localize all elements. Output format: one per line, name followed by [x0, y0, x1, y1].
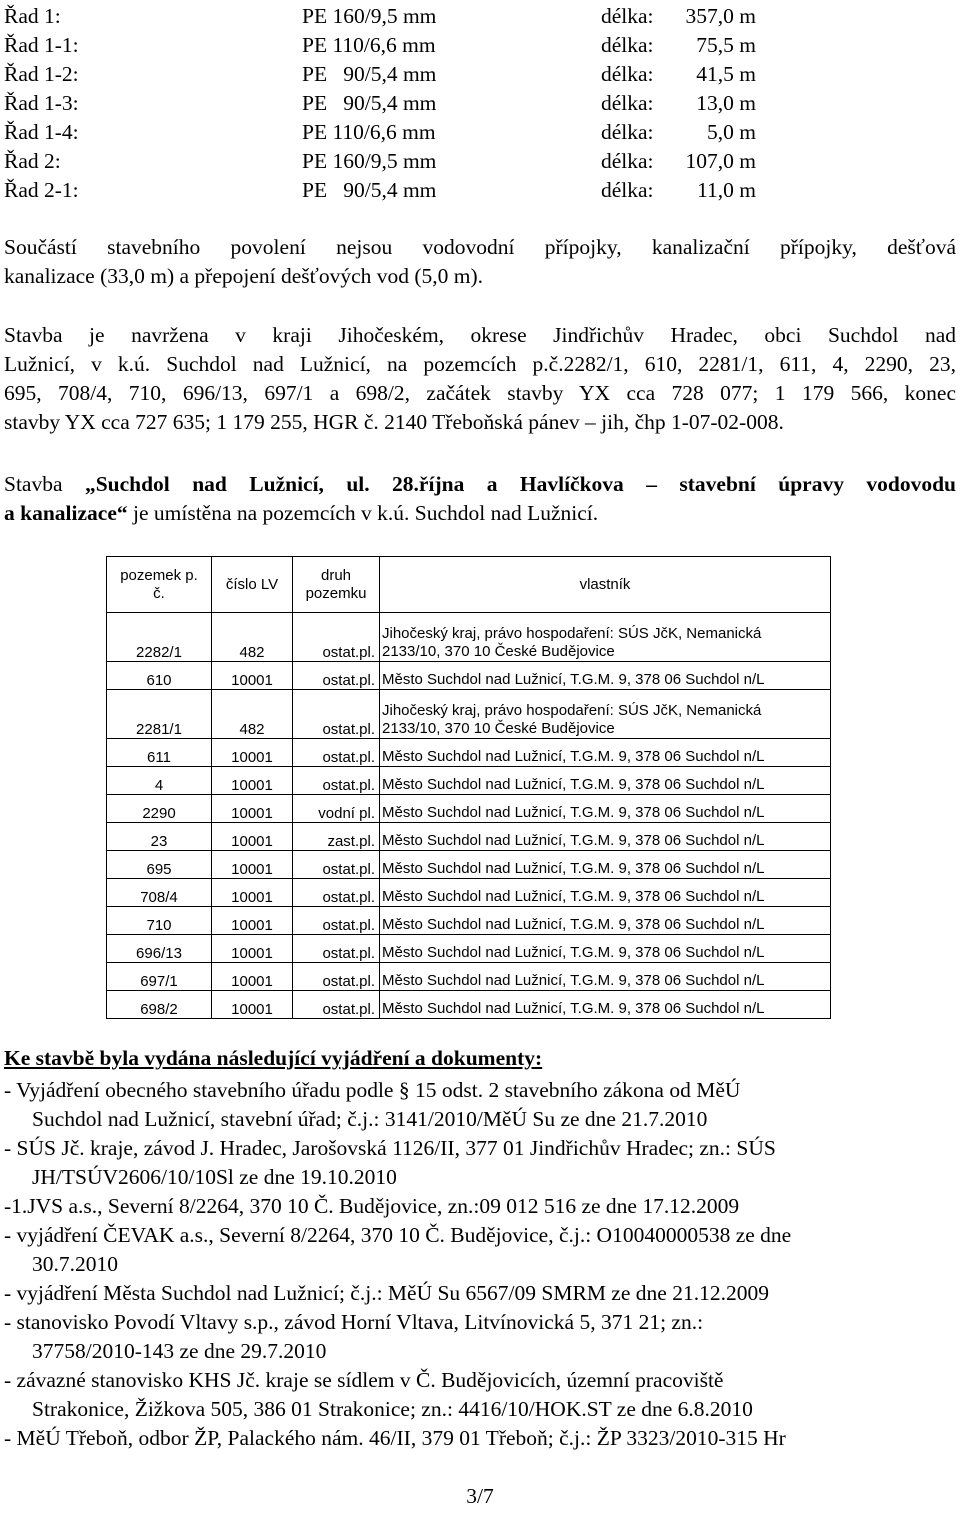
list-item-line: - vyjádření Města Suchdol nad Lužnicí; č.j.: MěÚ Su 6567/09 SMRM ze dne 21.12.2009: [4, 1281, 769, 1305]
header-parcel: pozemek p. č.: [107, 557, 212, 613]
cell-lv: 10001: [212, 879, 293, 907]
table-row: [107, 795, 831, 823]
cell-type: vodní pl.: [293, 795, 380, 823]
cell-parcel: 696/13: [107, 935, 212, 963]
paragraph-line: Stavba je navržena v kraji Jihočeském, okrese Jindřichův Hradec, obci Suchdol nad: [4, 323, 956, 347]
pipe-spec: PE 110/6,6 mm: [302, 33, 436, 57]
cell-parcel: 697/1: [107, 963, 212, 991]
pipe-row: [0, 147, 756, 175]
length-value: 11,0 m: [697, 178, 756, 202]
length-value: 41,5 m: [696, 62, 756, 86]
pipe-row: [0, 176, 756, 204]
cell-lv: 10001: [212, 851, 293, 879]
cell-parcel: 23: [107, 823, 212, 851]
page-number: 3/7: [466, 1484, 494, 1508]
cell-owner: Město Suchdol nad Lužnicí, T.G.M. 9, 378 06 Suchdol n/L: [380, 991, 831, 1019]
cell-type: ostat.pl.: [293, 690, 380, 739]
cell-parcel: 708/4: [107, 879, 212, 907]
length-value: 5,0 m: [707, 120, 756, 144]
table-row: [107, 823, 831, 851]
table-row: [107, 963, 831, 991]
pipe-name: Řad 1-2:: [4, 62, 79, 86]
length-label: délka:: [601, 4, 654, 28]
header-lv: číslo LV: [212, 557, 293, 613]
length-value: 357,0 m: [685, 4, 756, 28]
header-owner: vlastník: [380, 557, 831, 613]
cell-lv: 10001: [212, 795, 293, 823]
pipe-row: [0, 89, 756, 117]
list-item: [4, 1308, 956, 1366]
table-row: [107, 879, 831, 907]
table-row: [107, 907, 831, 935]
cell-type: ostat.pl.: [293, 662, 380, 690]
pipe-spec: PE 160/9,5 mm: [302, 149, 437, 173]
list-item-line: - SÚS Jč. kraje, závod J. Hradec, Jarošovská 1126/II, 377 01 Jindřichův Hradec; zn.: SÚS: [4, 1136, 776, 1160]
list-item-line: - závazné stanovisko KHS Jč. kraje se sídlem v Č. Budějovicích, územní pracoviště: [4, 1368, 724, 1392]
list-item: [4, 1221, 956, 1279]
cell-type: ostat.pl.: [293, 613, 380, 662]
paragraph-location: [4, 321, 956, 437]
project-title-cont: a kanalizace“: [4, 501, 128, 525]
table-row: [107, 690, 831, 739]
cell-parcel: 2282/1: [107, 613, 212, 662]
length-label: délka:: [601, 62, 654, 86]
cell-type: ostat.pl.: [293, 907, 380, 935]
table-row: [107, 851, 831, 879]
cell-parcel: 611: [107, 739, 212, 767]
pipe-spec: PE 160/9,5 mm: [302, 4, 437, 28]
cell-parcel: 2281/1: [107, 690, 212, 739]
list-item: [4, 1366, 956, 1424]
cell-lv: 10001: [212, 662, 293, 690]
cell-owner: Město Suchdol nad Lužnicí, T.G.M. 9, 378 06 Suchdol n/L: [380, 662, 831, 690]
length-value: 13,0 m: [696, 91, 756, 115]
pipe-row: [0, 118, 756, 146]
length-label: délka:: [601, 149, 654, 173]
cell-owner: Město Suchdol nad Lužnicí, T.G.M. 9, 378 06 Suchdol n/L: [380, 795, 831, 823]
paragraph-line: Lužnicí, v k.ú. Suchdol nad Lužnicí, na pozemcích p.č.2282/1, 610, 2281/1, 611, 4, 2290, 23,: [4, 352, 956, 376]
paragraph-exclusions: [4, 233, 956, 291]
pipe-spec: PE 90/5,4 mm: [302, 178, 437, 202]
paragraph-line: [4, 470, 956, 499]
paragraph-line: [4, 499, 956, 528]
cell-owner: Město Suchdol nad Lužnicí, T.G.M. 9, 378 06 Suchdol n/L: [380, 851, 831, 879]
cell-owner: Jihočeský kraj, právo hospodaření: SÚS JčK, Nemanická 2133/10, 370 10 České Budějovice: [380, 690, 831, 739]
table-row: [107, 935, 831, 963]
list-item-line: - stanovisko Povodí Vltavy s.p., závod Horní Vltava, Litvínovická 5, 371 21; zn.:: [4, 1310, 704, 1334]
list-item: [4, 1424, 956, 1453]
length-value: 107,0 m: [685, 149, 756, 173]
pipe-name: Řad 1-1:: [4, 33, 79, 57]
paragraph-line: kanalizace (33,0 m) a přepojení dešťových vod (5,0 m).: [4, 264, 484, 288]
cell-lv: 10001: [212, 935, 293, 963]
cell-type: ostat.pl.: [293, 935, 380, 963]
pipe-name: Řad 1-3:: [4, 91, 79, 115]
list-item-cont: JH/TSÚV2606/10/10Sl ze dne 19.10.2010: [32, 1165, 397, 1189]
cell-lv: 10001: [212, 739, 293, 767]
parcels-table: [106, 556, 831, 1019]
length-label: délka:: [601, 91, 654, 115]
cell-parcel: 710: [107, 907, 212, 935]
pipe-row: [0, 60, 756, 88]
header-type: druh pozemku: [293, 557, 380, 613]
paragraph-line: 695, 708/4, 710, 696/13, 697/1 a 698/2, začátek stavby YX cca 728 077; 1 179 566, konec: [4, 381, 956, 405]
pipe-name: Řad 2:: [4, 149, 61, 173]
cell-parcel: 610: [107, 662, 212, 690]
cell-parcel: 698/2: [107, 991, 212, 1019]
table-header-row: [107, 557, 831, 613]
cell-owner: Město Suchdol nad Lužnicí, T.G.M. 9, 378 06 Suchdol n/L: [380, 963, 831, 991]
length-label: délka:: [601, 33, 654, 57]
cell-lv: 10001: [212, 963, 293, 991]
cell-parcel: 2290: [107, 795, 212, 823]
list-item: [4, 1076, 956, 1134]
pipe-spec: PE 90/5,4 mm: [302, 62, 437, 86]
cell-owner: Město Suchdol nad Lužnicí, T.G.M. 9, 378 06 Suchdol n/L: [380, 935, 831, 963]
cell-type: zast.pl.: [293, 823, 380, 851]
cell-lv: 482: [212, 690, 293, 739]
project-title: „Suchdol nad Lužnicí, ul. 28.října a Havlíčkova – stavební úpravy vodovodu: [84, 472, 956, 496]
documents-heading: Ke stavbě byla vydána následující vyjádření a dokumenty:: [4, 1046, 543, 1070]
list-item: [4, 1134, 956, 1192]
pipe-name: Řad 1:: [4, 4, 61, 28]
list-item-line: - Vyjádření obecného stavebního úřadu podle § 15 odst. 2 stavebního zákona od MěÚ: [4, 1078, 741, 1102]
cell-parcel: 695: [107, 851, 212, 879]
paragraph-project: [4, 470, 956, 528]
pipe-row: [0, 31, 756, 59]
list-item-cont: 37758/2010-143 ze dne 29.7.2010: [32, 1339, 327, 1363]
list-item-line: - vyjádření ČEVAK a.s., Severní 8/2264, 370 10 Č. Budějovice, č.j.: O10040000538 ze dne: [4, 1223, 792, 1247]
paragraph-line: stavby YX cca 727 635; 1 179 255, HGR č. 2140 Třeboňská pánev – jih, čhp 1-07-02-008.: [4, 410, 784, 434]
documents-list: [4, 1076, 956, 1453]
list-item: [4, 1192, 956, 1221]
cell-lv: 10001: [212, 991, 293, 1019]
pipe-spec: PE 110/6,6 mm: [302, 120, 436, 144]
cell-type: ostat.pl.: [293, 767, 380, 795]
project-suffix: je umístěna na pozemcích v k.ú. Suchdol nad Lužnicí.: [127, 501, 599, 525]
cell-owner: Město Suchdol nad Lužnicí, T.G.M. 9, 378 06 Suchdol n/L: [380, 823, 831, 851]
table-row: [107, 739, 831, 767]
paragraph-line: Součástí stavebního povolení nejsou vodovodní přípojky, kanalizační přípojky, dešťová: [4, 235, 956, 259]
cell-type: ostat.pl.: [293, 851, 380, 879]
table-row: [107, 991, 831, 1019]
cell-lv: 482: [212, 613, 293, 662]
length-value: 75,5 m: [696, 33, 756, 57]
cell-owner: Jihočeský kraj, právo hospodaření: SÚS JčK, Nemanická 2133/10, 370 10 České Budějovice: [380, 613, 831, 662]
cell-type: ostat.pl.: [293, 963, 380, 991]
table-row: [107, 662, 831, 690]
pipe-row: [0, 2, 756, 30]
cell-lv: 10001: [212, 767, 293, 795]
cell-type: ostat.pl.: [293, 879, 380, 907]
cell-lv: 10001: [212, 823, 293, 851]
cell-owner: Město Suchdol nad Lužnicí, T.G.M. 9, 378 06 Suchdol n/L: [380, 879, 831, 907]
table-row: [107, 613, 831, 662]
list-item-cont: Strakonice, Žižkova 505, 386 01 Strakonice; zn.: 4416/10/HOK.ST ze dne 6.8.2010: [32, 1397, 753, 1421]
list-item-line: -1.JVS a.s., Severní 8/2264, 370 10 Č. Budějovice, zn.:09 012 516 ze dne 17.12.2009: [4, 1194, 740, 1218]
list-item-line: - MěÚ Třeboň, odbor ŽP, Palackého nám. 46/II, 379 01 Třeboň; č.j.: ŽP 3323/2010-315 Hr: [4, 1426, 786, 1450]
cell-type: ostat.pl.: [293, 739, 380, 767]
length-label: délka:: [601, 120, 654, 144]
list-item-cont: Suchdol nad Lužnicí, stavební úřad; č.j.: 3141/2010/MěÚ Su ze dne 21.7.2010: [32, 1107, 708, 1131]
project-prefix: Stavba: [4, 472, 85, 496]
length-label: délka:: [601, 178, 654, 202]
table-row: [107, 767, 831, 795]
cell-owner: Město Suchdol nad Lužnicí, T.G.M. 9, 378 06 Suchdol n/L: [380, 907, 831, 935]
list-item-cont: 30.7.2010: [32, 1252, 118, 1276]
list-item: [4, 1279, 956, 1308]
pipe-name: Řad 2-1:: [4, 178, 79, 202]
cell-owner: Město Suchdol nad Lužnicí, T.G.M. 9, 378 06 Suchdol n/L: [380, 739, 831, 767]
cell-type: ostat.pl.: [293, 991, 380, 1019]
cell-parcel: 4: [107, 767, 212, 795]
pipe-name: Řad 1-4:: [4, 120, 79, 144]
cell-owner: Město Suchdol nad Lužnicí, T.G.M. 9, 378 06 Suchdol n/L: [380, 767, 831, 795]
cell-lv: 10001: [212, 907, 293, 935]
pipe-spec: PE 90/5,4 mm: [302, 91, 437, 115]
